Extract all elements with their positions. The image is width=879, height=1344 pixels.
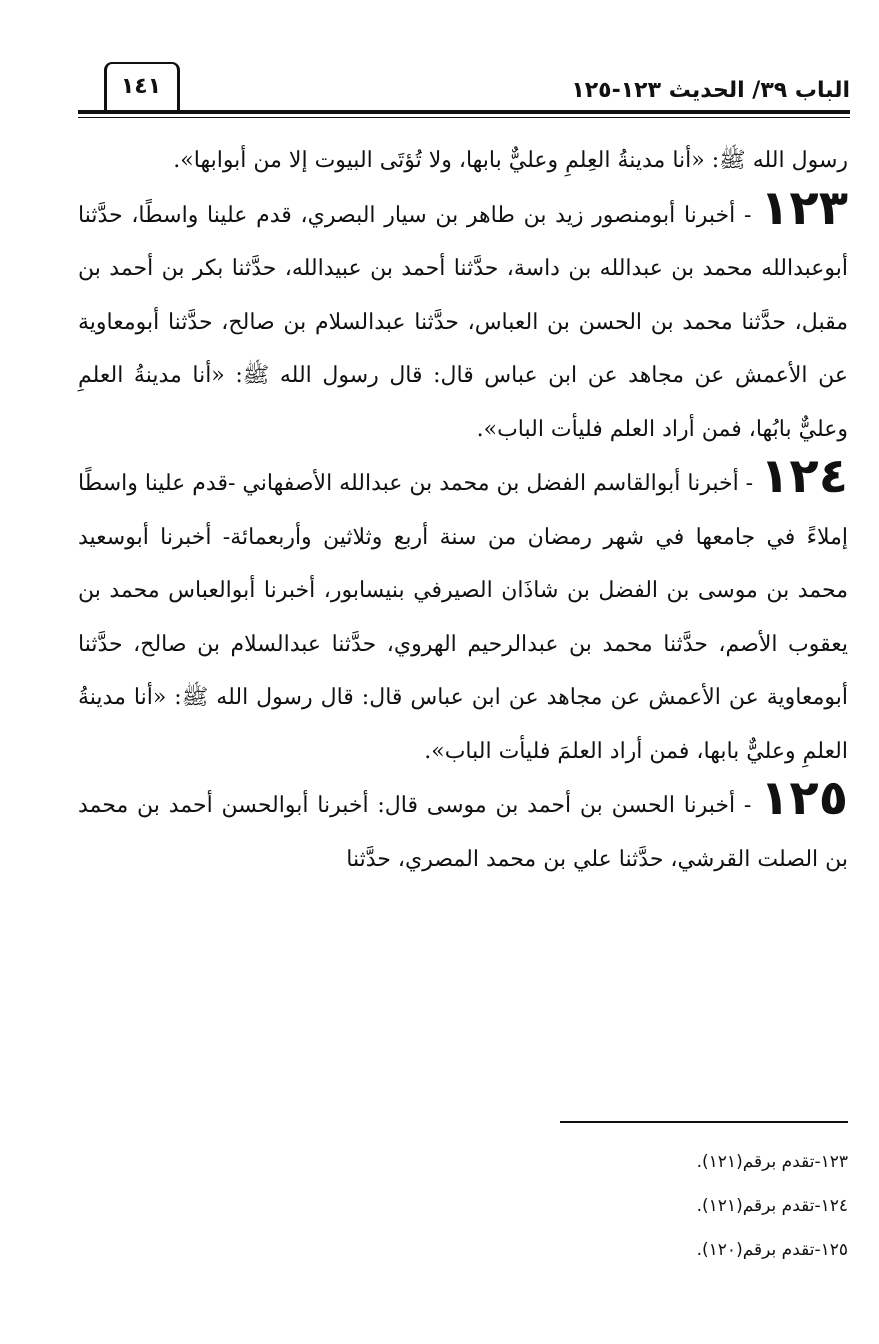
header-rule-thick	[78, 110, 850, 114]
footnote: ١٢٣-تقدم برقم(١٢١).	[696, 1152, 848, 1172]
page-number: ١٤١	[120, 74, 162, 99]
hadith-text: - أخبرنا أبومنصور زيد بن طاهر بن سيار البصري، قدم علينا واسطًا، حدَّثنا أبوعبدالله محمد بن عبدالله بن داسة، حدَّثنا أحمد بن عبيدالله، حدَّثنا بكر بن أحمد بن مقبل، حدَّثنا محمد بن الحسن بن العباس، حدَّثنا عبدالسلام بن صالح، حدَّثنا أبومعاوية عن الأعمش عن مجاهد عن ابن عباس قال: قال رسول الله ﷺ: «أنا مدينةُ العلمِ وعليٌّ بابُها، فمن أراد العلم فليأت الباب».	[78, 202, 848, 442]
footnote: ١٢٤-تقدم برقم(١٢١).	[696, 1196, 848, 1216]
hadith-number: ١٢٥	[760, 770, 848, 826]
hadith-125	[78, 770, 848, 886]
hadith-124	[78, 448, 848, 778]
hadith-number: ١٢٣	[760, 179, 848, 236]
running-title: الباب ٣٩/ الحديث ١٢٣-١٢٥	[571, 78, 850, 103]
hadith-text: - أخبرنا الحسن بن أحمد بن موسى قال: أخبرنا أبوالحسن أحمد بن محمد بن الصلت القرشي، حدَّثنا علي بن محمد المصري، حدَّثنا	[78, 793, 848, 872]
hadith-text: - أخبرنا أبوالقاسم الفضل بن محمد بن عبدالله الأصفهاني -قدم علينا واسطًا إملاءً في جامعها في شهر رمضان من سنة أربع وثلاثين وأربعمائة- أخبرنا أبوسعيد محمد بن موسى بن الفضل بن شاذَان الصيرفي بنيسابور، أخبرنا أبوالعباس محمد بن يعقوب الأصم، حدَّثنا محمد بن عبدالرحيم الهروي، حدَّثنا عبدالسلام بن صالح، حدَّثنا أبومعاوية عن الأعمش عن مجاهد عن ابن عباس قال: قال رسول الله ﷺ: «أنا مدينةُ العلمِ وعليٌّ بابها، فمن أراد العلمَ فليأت الباب».	[78, 471, 848, 764]
hadith-number: ١٢٤	[760, 448, 848, 504]
paragraph-continuation: رسول الله ﷺ: «أنا مدينةُ العِلمِ وعليٌّ بابها، ولا تُؤتَى البيوت إلا من أبوابها».	[173, 148, 848, 173]
page-header	[78, 58, 850, 120]
footnotes	[560, 1140, 848, 1272]
hadith-123	[78, 179, 848, 457]
main-text	[78, 134, 848, 886]
footnote-rule	[560, 1121, 848, 1123]
footnote: ١٢٥-تقدم برقم(١٢٠).	[696, 1240, 848, 1260]
header-rule-thin	[78, 117, 850, 118]
